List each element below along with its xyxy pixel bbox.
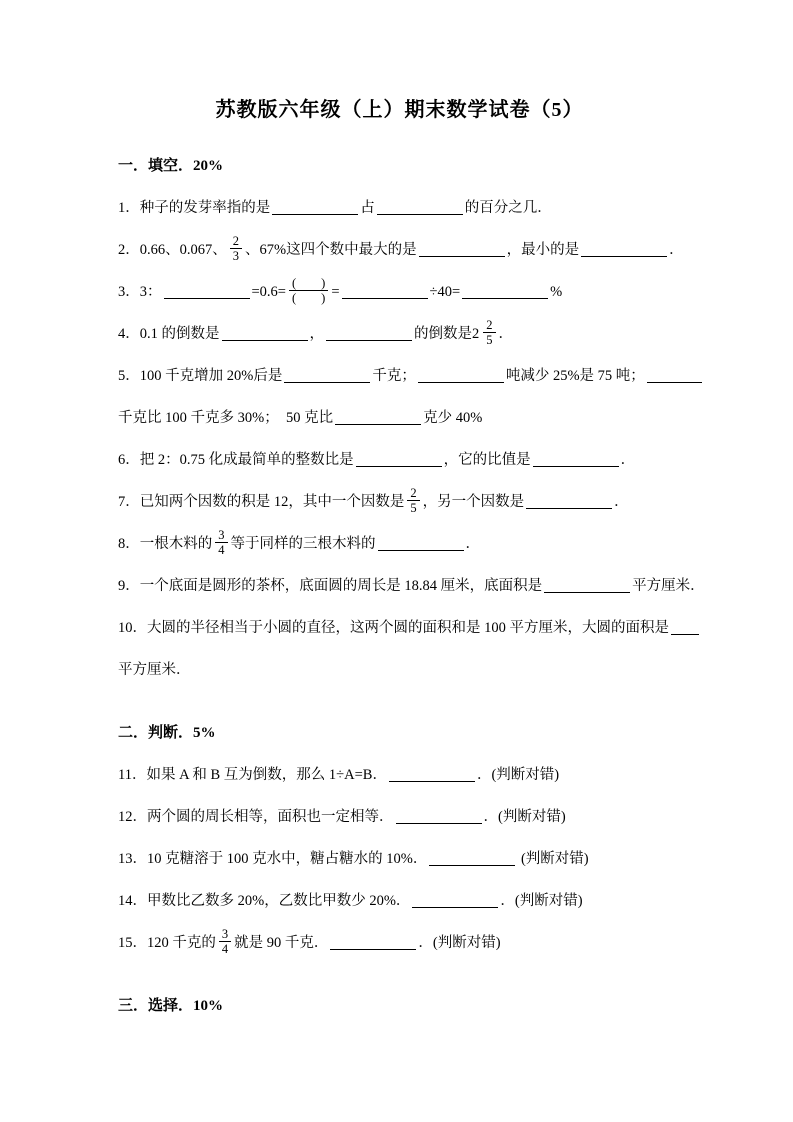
question-text: 占 [360,200,375,216]
question-text: ． [669,242,684,258]
exam-title: 苏教版六年级（上）期末数学试卷（5） [215,99,584,121]
question-text: ，另一个因数是 [422,494,525,510]
question-text: ，它的比值是 [443,452,531,468]
question-text: ．(判断对错) [500,893,583,909]
answer-blank [330,937,416,950]
fraction-numerator: 2 [232,233,239,248]
fraction-numerator: ( ) [291,275,326,290]
question-text: ． [620,452,636,468]
answer-blank [418,370,504,383]
answer-blank [284,370,370,383]
fraction-denominator: 3 [230,248,242,263]
answer-blank [544,580,630,593]
question-text: 7．已知两个因数的积是 12，其中一个因数是 [118,494,405,510]
question-text: ÷40= [429,284,461,300]
fraction [219,927,231,957]
question-text: % [550,284,563,300]
question-text: = [331,284,340,300]
question-text: 的百分之几． [464,200,552,216]
answer-blank [378,538,464,551]
question-text: 3．3： [118,284,162,300]
question-line [118,313,681,355]
fraction-denominator: 4 [215,542,227,557]
question-text: 就是 90 千克． [234,935,329,951]
question-text: =0.6= [251,284,286,300]
section-heading: 一．填空．20% [118,158,224,174]
answer-blank [356,454,442,467]
question-text: (判断对错) [517,851,589,867]
question-text: ． [498,326,513,342]
fraction [289,276,328,306]
mixed-number-whole: 2 [472,326,480,342]
fraction-numerator: 2 [410,485,417,500]
fraction [483,318,495,348]
question-text: 14．甲数比乙数多 20%，乙数比甲数少 20%． [118,893,411,909]
question-text: ． [614,494,629,510]
question-text: 平方厘米． [118,662,191,678]
question-text: 等于同样的三根木料的 [230,536,376,552]
answer-blank [389,769,475,782]
question-line [118,565,705,607]
question-line [118,922,681,964]
answer-blank [533,454,619,467]
question-text: 的倒数是 [414,326,472,342]
question-line [118,796,681,838]
answer-blank [396,811,482,824]
question-text: ，最小的是 [506,242,580,258]
fraction-denominator: 5 [483,332,495,347]
answer-blank [647,370,702,383]
fraction-numerator: 3 [221,926,229,941]
answer-blank [342,286,428,299]
question-line [118,439,681,481]
question-text: 5．100 千克增加 20%后是 [118,368,283,384]
fraction-numerator: 3 [218,527,225,542]
fraction [407,486,419,516]
question-text: 12．两个圆的周长相等，面积也一定相等． [118,809,394,825]
answer-blank [272,202,358,215]
question-line [118,607,681,649]
question-line [118,229,684,271]
section-heading: 三．选择．10% [118,998,224,1014]
mixed-number [472,317,499,348]
question-line [118,754,681,796]
question-line [118,880,681,922]
question-text: 13．10 克糖溶于 100 克水中，糖占糖水的 10%． [118,851,428,867]
answer-blank [164,286,250,299]
fraction-numerator: 2 [486,317,493,332]
question-text: 10．大圆的半径相当于小圆的直径，这两个圆的面积和是 100 平方厘米，大圆的面积是 [118,620,669,636]
question-text: ．(判断对错) [483,809,566,825]
question-text: 8．一根木料的 [118,536,213,552]
answer-blank [429,853,515,866]
fraction-denominator: 5 [407,500,419,515]
question-text: 15．120 千克的 [118,935,216,951]
question-text: 9．一个底面是圆形的茶杯，底面圆的周长是 18.84 厘米，底面积是 [118,578,543,594]
question-text: ， [309,326,324,342]
fraction-denominator: 4 [219,941,231,956]
question-line [118,187,681,229]
question-line [118,649,681,691]
question-text: 千克； [372,368,416,384]
fraction-denominator: ( ) [289,290,328,305]
answer-blank [377,202,463,215]
question-text: 1．种子的发芽率指的是 [118,200,271,216]
question-text: 吨减少 25%是 75 吨； [505,368,645,384]
question-line [118,397,681,439]
question-line [118,838,681,880]
answer-blank [526,496,612,509]
answer-blank [222,328,308,341]
sections [118,145,705,1027]
answer-blank [419,244,505,257]
question-text: 平方厘米． [632,578,705,594]
answer-blank [326,328,412,341]
section-heading: 二．判断．5% [118,725,216,741]
answer-blank [335,412,421,425]
question-text: 、67%这四个数中最大的是 [245,242,417,258]
question-line [118,355,681,397]
question-line [118,523,681,565]
answer-blank [462,286,548,299]
question-text: 克少 40% [423,410,483,426]
question-line [118,271,681,313]
question-text: ．(判断对错) [476,767,560,783]
answer-blank [671,622,699,635]
question-text: ． [465,536,480,552]
question-text: 6．把 2：0.75 化成最简单的整数比是 [118,452,354,468]
fraction [215,528,227,558]
question-text: 4．0.1 的倒数是 [118,326,220,342]
question-text: 千克比 100 千克多 30%； 50 克比 [118,410,334,426]
answer-blank [581,244,667,257]
question-text: 11．如果 A 和 B 互为倒数，那么 1÷A=B． [118,767,387,783]
answer-blank [412,895,498,908]
question-text: ．(判断对错) [418,935,501,951]
question-text: 2．0.66、0.067、 [118,242,227,258]
fraction [230,234,242,264]
question-line [118,481,681,523]
